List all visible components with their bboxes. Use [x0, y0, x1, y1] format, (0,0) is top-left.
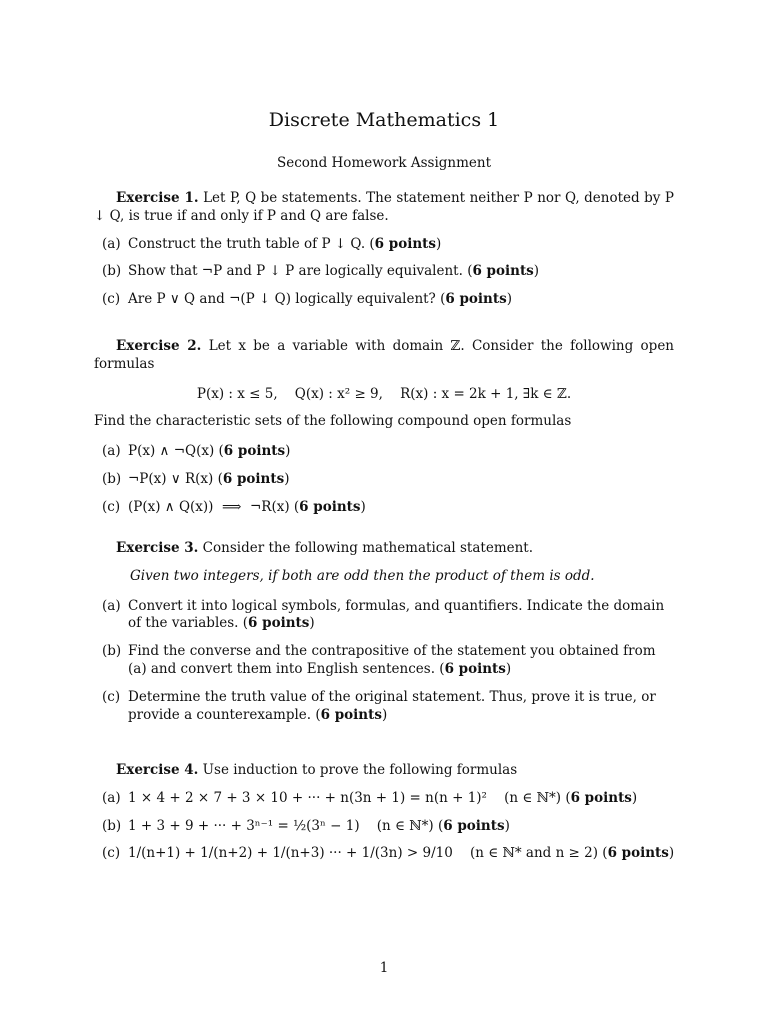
list-item: (a) Construct the truth table of P ↓ Q. (6 points): [102, 235, 442, 252]
page-number: 1: [379, 960, 389, 976]
points-label: 6 points: [299, 498, 361, 515]
exercise-2: [94, 338, 674, 517]
exercise-3-intro: Exercise 3. Consider the following mathematical statement.: [116, 540, 534, 556]
exercise-2-instruction: Find the characteristic sets of the following compound open formulas: [94, 413, 572, 430]
exercise-2-intro: Exercise 2. Let x be a variable with domain ℤ. Consider the following open formulas: [94, 338, 674, 372]
points-label: 6 points: [472, 263, 534, 280]
exercise-1-intro: Exercise 1. Let P, Q be statements. The statement neither P nor Q, denoted by P ↓ Q, is true if and only if P and Q are false.: [94, 190, 674, 224]
points-label: 6 points: [374, 235, 436, 252]
list-item: (b) Find the converse and the contrapositive of the statement you obtained from (a) and convert them into English sentences. (6 points): [102, 643, 656, 678]
document-title: Discrete Mathematics 1: [268, 109, 500, 131]
list-item: (c) Are P ∨ Q and ¬(P ↓ Q) logically equivalent? (6 points): [102, 291, 512, 308]
list-item: (b) Show that ¬P and P ↓ P are logically equivalent. (6 points): [102, 263, 540, 280]
exercise-heading: Exercise 2.: [116, 338, 202, 354]
points-label: 6 points: [445, 291, 507, 308]
list-item: (a) Convert it into logical symbols, formulas, and quantifiers. Indicate the domain of the variables. (6 points): [102, 597, 665, 632]
points-label: 6 points: [570, 789, 632, 806]
points-label: 6 points: [222, 471, 285, 488]
formula-display: P(x) : x ≤ 5, Q(x) : x² ≥ 9, R(x) : x = 2k + 1, ∃k ∈ ℤ.: [196, 385, 572, 402]
points-label: 6 points: [443, 817, 505, 834]
exercise-heading: Exercise 3.: [116, 540, 199, 556]
quoted-statement: Given two integers, if both are odd then the product of them is odd.: [130, 567, 595, 584]
points-label: 6 points: [320, 706, 382, 723]
list-item: (c) (P(x) ∧ Q(x)) ⟹ ¬R(x) (6 points): [102, 498, 366, 515]
points-label: 6 points: [248, 615, 310, 632]
list-item: (b) ¬P(x) ∨ R(x) (6 points): [102, 471, 290, 488]
points-label: 6 points: [607, 845, 669, 862]
list-item: (c) Determine the truth value of the original statement. Thus, prove it is true, or provide a counterexample. (6 points): [102, 688, 656, 723]
list-item: (a) 1 × 4 + 2 × 7 + 3 × 10 + ··· + n(3n + 1) = n(n + 1)² (n ∈ ℕ*) (6 points): [102, 789, 638, 806]
exercise-heading: Exercise 4.: [116, 762, 199, 778]
points-label: 6 points: [223, 443, 286, 460]
exercise-heading: Exercise 1.: [116, 190, 199, 206]
document-subtitle: Second Homework Assignment: [276, 155, 492, 171]
exercise-4: [94, 762, 674, 863]
points-label: 6 points: [444, 661, 506, 678]
exercise-4-intro: Exercise 4. Use induction to prove the following formulas: [116, 762, 518, 778]
exercise-1: [94, 190, 674, 309]
exercise-3: [94, 540, 674, 725]
list-item: (b) 1 + 3 + 9 + ··· + 3ⁿ⁻¹ = ½(3ⁿ − 1) (n ∈ ℕ*) (6 points): [102, 817, 510, 834]
list-item: (a) P(x) ∧ ¬Q(x) (6 points): [102, 443, 291, 460]
list-item: (c) 1/(n+1) + 1/(n+2) + 1/(n+3) ··· + 1/(3n) > 9/10 (n ∈ ℕ* and n ≥ 2) (6 points): [102, 845, 675, 862]
